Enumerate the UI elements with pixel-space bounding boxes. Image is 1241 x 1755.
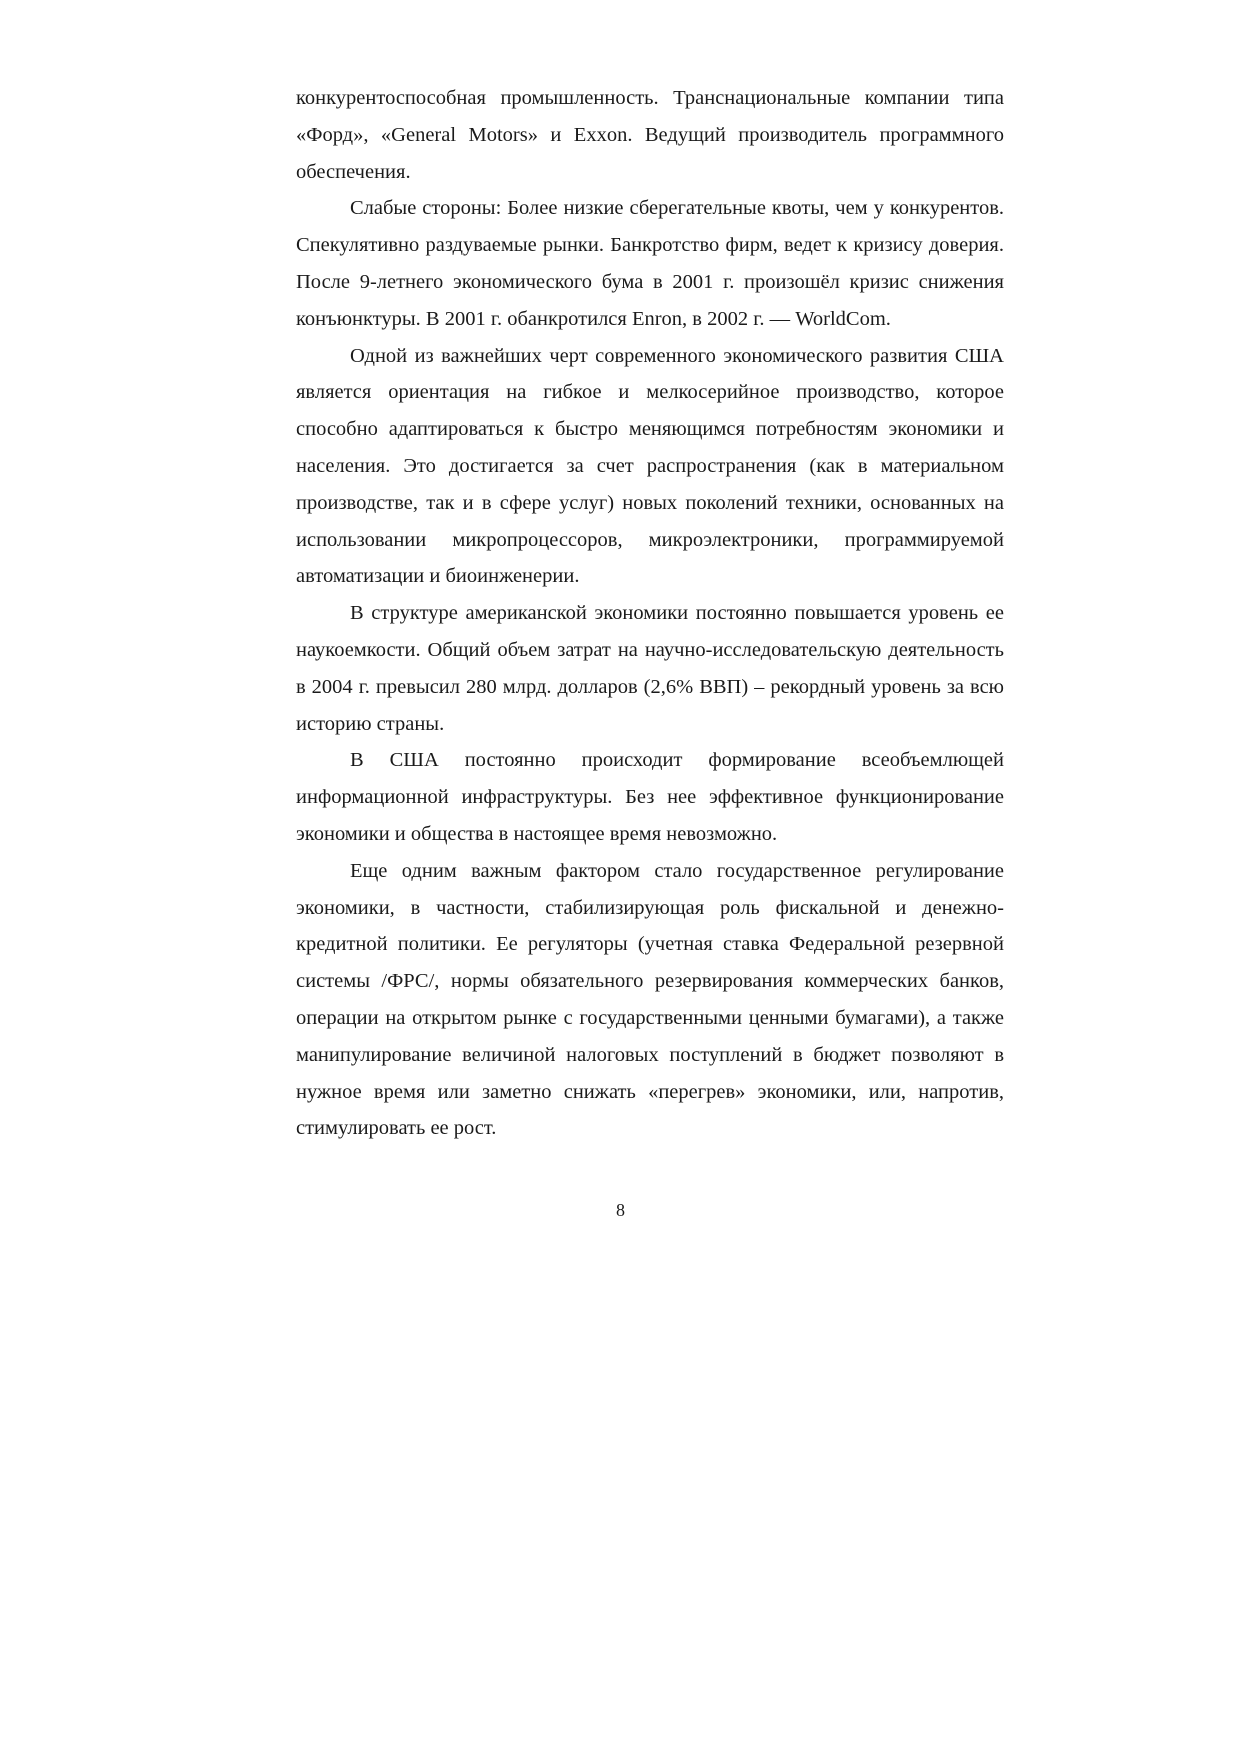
paragraph-state-regulation: Еще одним важным фактором стало государственное регулирование экономики, в частности, стабилизирующая роль фискальной и денежно-кредитной политики. Ее регуляторы (учетная ставка Федеральной резервной системы /ФРС/, нормы обязательного резервирования коммерческих банков, операции на открытом рынке с государственными ценными бумагами), а также манипулирование величиной налоговых поступлений в бюджет позволяют в нужное время или заметно снижать «перегрев» экономики, или, напротив, стимулировать ее рост. xyxy=(296,859,1004,1140)
paragraph-weaknesses: Слабые стороны: Более низкие сберегательные квоты, чем у конкурентов. Спекулятивно раздуваемые рынки. Банкротство фирм, ведет к кризису доверия. После 9-летнего экономического бума в 2001 г. произошёл кризис снижения конъюнктуры. В 2001 г. обанкротился Enron, в 2002 г. — WorldCom. xyxy=(296,197,1004,330)
body-text xyxy=(296,80,1004,1147)
paragraph-information-infrastructure: В США постоянно происходит формирование всеобъемлющей информационной инфраструктуры. Без нее эффективное функционирование экономики и общества в настоящее время невозможно. xyxy=(296,749,1004,845)
paragraph-science-intensity: В структуре американской экономики постоянно повышается уровень ее наукоемкости. Общий объем затрат на научно-исследовательскую деятельность в 2004 г. превысил 280 млрд. долларов (2,6% ВВП) – рекордный уровень за всю историю страны. xyxy=(296,602,1004,735)
page-number: 8 xyxy=(616,1200,625,1220)
paragraph-flexible-production: Одной из важнейших черт современного экономического развития США является ориентация на гибкое и мелкосерийное производство, которое способно адаптироваться к быстро меняющимся потребностям экономики и населения. Это достигается за счет распространения (как в материальном производстве, так и в сфере услуг) новых поколений техники, основанных на использовании микропроцессоров, микроэлектроники, программируемой автоматизации и биоинженерии. xyxy=(296,344,1004,588)
paragraph-continuation: конкурентоспособная промышленность. Транснациональные компании типа «Форд», «General Motors» и Exxon. Ведущий производитель программного обеспечения. xyxy=(296,87,1004,183)
